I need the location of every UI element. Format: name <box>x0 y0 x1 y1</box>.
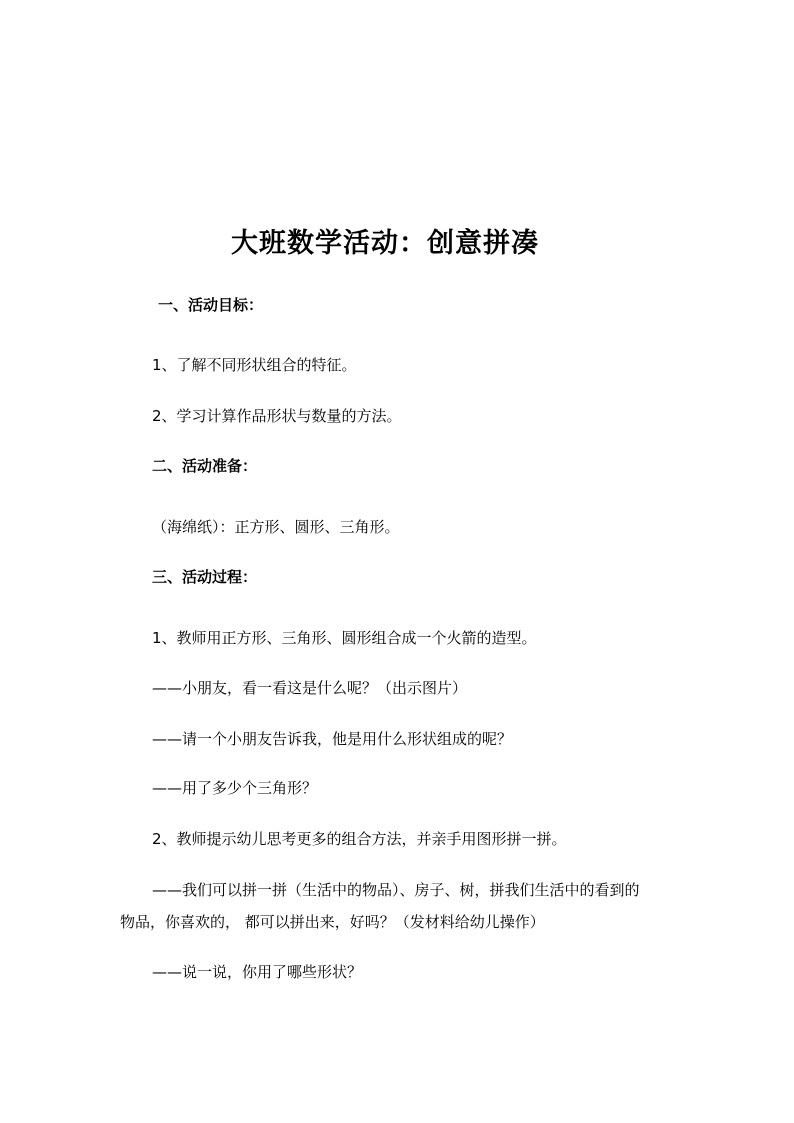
section-heading-preparation: 二、活动准备： <box>152 457 258 475</box>
process-line: ——请一个小朋友告诉我，他是用什么形状组成的呢？ <box>152 730 513 748</box>
section-heading-goals: 一、活动目标： <box>158 296 264 314</box>
process-line: ——我们可以拼一拼（生活中的物品）、房子、树，拼我们生活中的看到的 <box>152 881 640 899</box>
document-title: 大班数学活动：创意拼凑 <box>231 228 539 259</box>
goal-item-1: 1、了解不同形状组合的特征。 <box>152 356 357 374</box>
process-line: 2、教师提示幼儿思考更多的组合方法，并亲手用图形拼一拼。 <box>152 830 567 848</box>
process-line: ——说一说，你用了哪些形状？ <box>152 963 363 981</box>
section-heading-process: 三、活动过程： <box>152 568 258 586</box>
process-line: ——用了多少个三角形？ <box>152 779 318 797</box>
materials-text: （海绵纸）：正方形、圆形、三角形。 <box>152 518 400 536</box>
process-line: 1、教师用正方形、三角形、圆形组合成一个火箭的造型。 <box>152 629 537 647</box>
process-line: 物品，你喜欢的， 都可以拼出来，好吗？（发材料给幼儿操作） <box>120 913 545 931</box>
process-line: ——小朋友，看一看这是什么呢？（出示图片） <box>152 679 468 697</box>
goal-item-2: 2、学习计算作品形状与数量的方法。 <box>152 407 402 425</box>
